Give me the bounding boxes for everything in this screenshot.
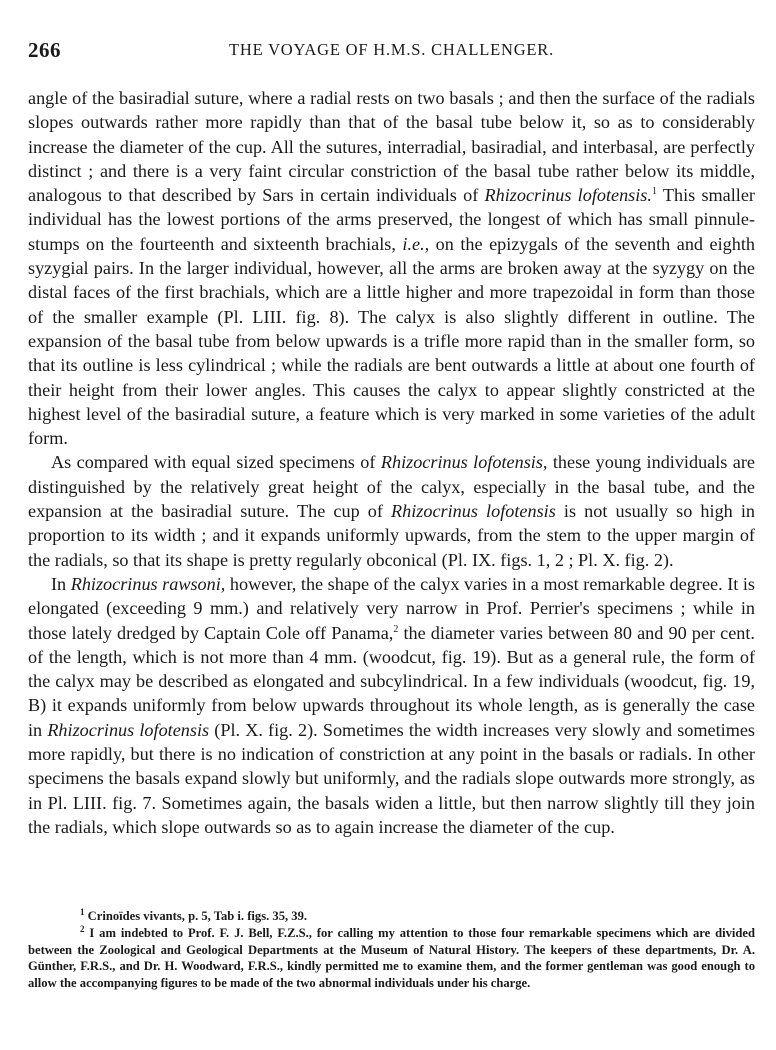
footnote-marker: 2 — [80, 923, 85, 934]
paragraph — [28, 450, 755, 571]
page-header — [28, 38, 755, 68]
footnote-text: Crinoïdes vivants, p. 5, Tab i. figs. 35, 39. — [87, 909, 308, 923]
footnote-reference: 1 — [651, 186, 657, 198]
text-run: on the epizygals of the seventh and eighth syzygial pairs. In the larger individual, however, all the arms are broken away at the syzygy on the distal faces of the first brachials, which are a little higher and more trapezoidal in form than those of the smaller example (Pl. LIII. fig. 8). The calyx is also slightly different in outline. The expansion of the basal tube from below upwards is a trifle more rapid than in the smaller form, so that its outline is less cylindrical ; while the radials are bent outwards a little at about one fourth of their height from their lower angles. This causes the calyx to appear slightly constricted at the highest level of the basiradial suture, a feature which is very marked in some varieties of the adult form. — [28, 233, 755, 449]
footnote-marker: 1 — [80, 906, 85, 917]
footnotes — [28, 908, 755, 992]
italic-text: Rhizocrinus lofotensis — [391, 501, 556, 522]
page-number: 266 — [28, 38, 61, 62]
italic-text: Rhizocrinus lofotensis, — [380, 452, 548, 473]
footnote-reference: 2 — [393, 623, 399, 635]
footnote-text: I am indebted to Prof. F. J. Bell, F.Z.S., for calling my attention to those four remarkable specimens which are divided between the Zoological and Geological Departments at the Museum of Natural History. The keepers of these departments, Dr. A. Günther, F.R.S., and Dr. H. Woodward, F.R.S., kindly permitted me to examine them, and the former gentleman was good enough to allow the accompanying figures to be made of the two abnormal individuals under his charge. — [28, 925, 755, 991]
running-title: THE VOYAGE OF H.M.S. CHALLENGER. — [228, 40, 555, 59]
text-run: the diameter varies between 80 and 90 per cent. of the length, which is not more than 4 mm. (woodcut, fig. 19). But as a general rule, the form of the calyx may be described as elongated and subcylindrical. In a few individuals (woodcut, fig. 19, B) it expands uniformly from below upwards throughout its whole length, as is generally the case in — [28, 622, 755, 740]
footnote — [28, 925, 755, 992]
text-run: these young individuals are distinguished by the relatively great height of the calyx, especially in the basal tube, and the expansion at the basiradial suture. The cup of — [28, 452, 756, 522]
italic-text: Rhizocrinus rawsoni, — [70, 573, 226, 594]
footnote — [28, 908, 755, 925]
text-run: however, the shape of the calyx varies in a most remarkable degree. It is elongated (exceeding 9 mm.) and relatively very narrow in Prof. Perrier's specimens ; while in those lately dredged by Captain Cole off Panama, — [28, 573, 755, 643]
body-text — [28, 86, 755, 839]
italic-text: Rhizocrinus lofotensis. — [484, 185, 652, 206]
italic-text: Rhizocrinus lofotensis — [47, 719, 210, 740]
italic-text: i.e., — [402, 233, 430, 254]
paragraph — [28, 86, 755, 450]
text-run: In — [51, 573, 71, 594]
paragraph — [28, 572, 755, 839]
text-run: This smaller individual has the lowest portions of the arms preserved, the longest of which has small pinnule-stumps on the fourteenth and sixteenth brachials, — [28, 185, 755, 254]
text-run: (Pl. X. fig. 2). Sometimes the width increases very slowly and sometimes more rapidly, but there is no indication of constriction at any point in the basals or radials. In other specimens the basals expand slowly but uniformly, and the radials slope outwards more strongly, as in Pl. LIII. fig. 7. Sometimes again, the basals widen a little, but then narrow slightly till they join the radials, which slope outwards so as to again increase the diameter of the cup. — [28, 719, 755, 837]
text-run: As compared with equal sized specimens of — [51, 452, 381, 473]
text-run: is not usually so high in proportion to its width ; and it expands uniformly upwards, from the stem to the upper margin of the radials, so that its shape is pretty regularly obconical (Pl. IX. figs. 1, 2 ; Pl. X. fig. 2). — [28, 501, 756, 570]
text-run: angle of the basiradial suture, where a radial rests on two basals ; and then the surface of the radials slopes outwards rather more rapidly than that of the basal tube below it, so as to considerably increase the diameter of the cup. All the sutures, interradial, basiradial, and interbasal, are perfectly distinct ; and there is a very faint circular constriction of the basal tube rather below its middle, analogous to that described by Sars in certain individuals of — [28, 88, 755, 206]
